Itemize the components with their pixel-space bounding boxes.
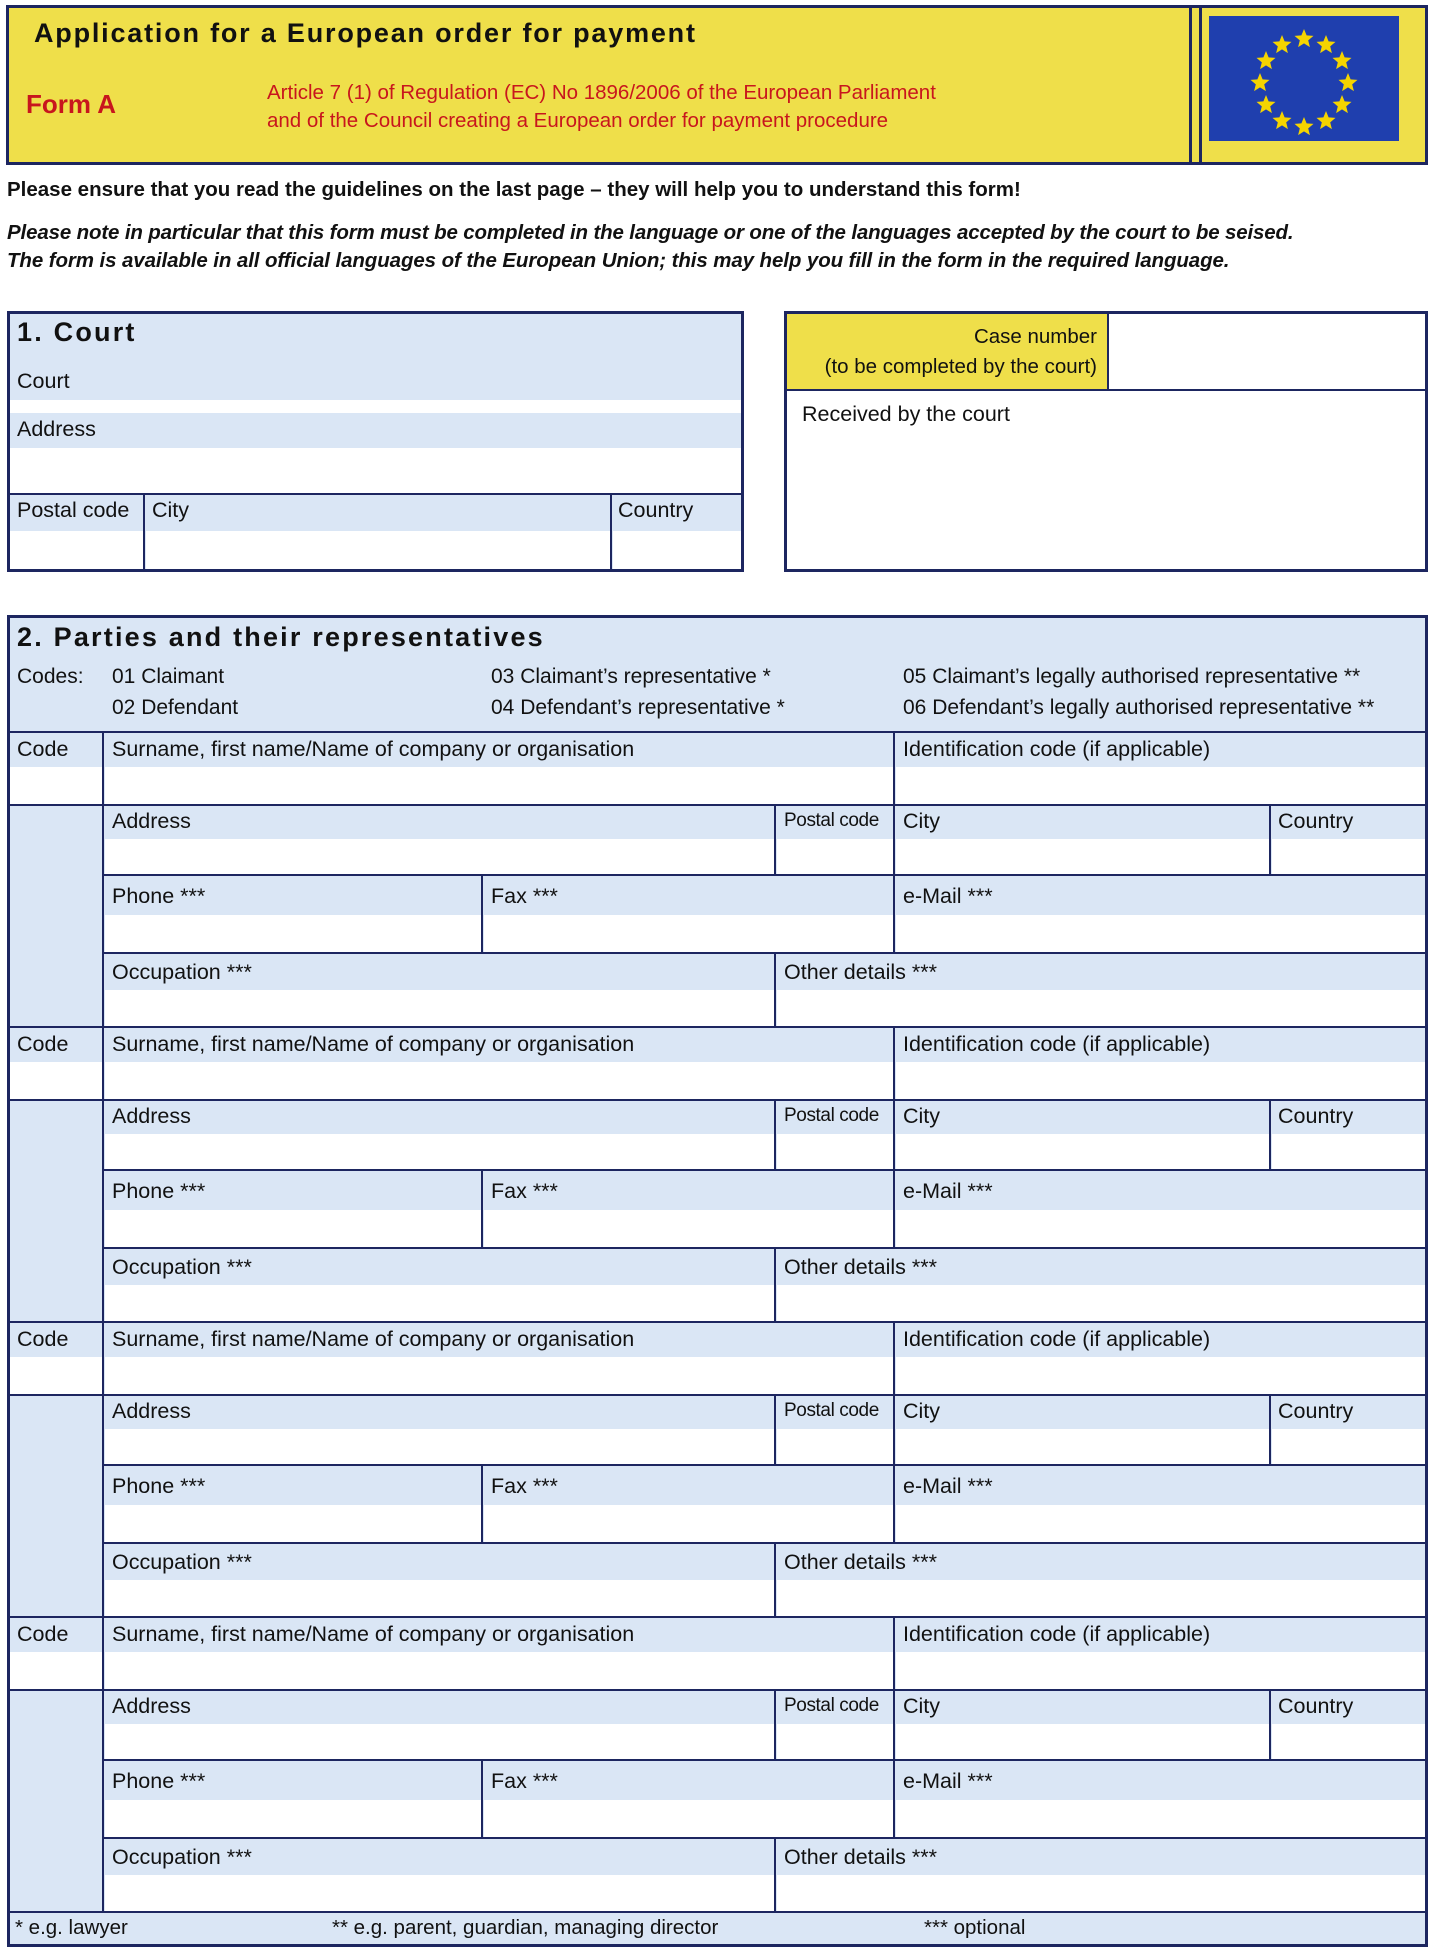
- fax-field[interactable]: [484, 1800, 893, 1837]
- address-label: Address: [112, 809, 191, 833]
- postal-code-field[interactable]: [777, 1134, 893, 1169]
- phone-label: Phone ***: [112, 1474, 206, 1498]
- postal-code-field[interactable]: [777, 839, 893, 874]
- postal-code-label: Postal code: [784, 1105, 879, 1126]
- party-block: [10, 1618, 1425, 1913]
- fax-field[interactable]: [484, 915, 893, 952]
- email-field[interactable]: [896, 1210, 1425, 1247]
- id-code-field[interactable]: [896, 767, 1425, 804]
- country-field[interactable]: [1272, 1429, 1425, 1464]
- postal-code-field[interactable]: [777, 1429, 893, 1464]
- other-details-label: Other details ***: [784, 1255, 937, 1279]
- code-field[interactable]: [10, 1652, 102, 1689]
- code-field[interactable]: [10, 767, 102, 804]
- id-code-label: Identification code (if applicable): [903, 1032, 1211, 1056]
- name-field[interactable]: [105, 1062, 893, 1099]
- country-label: Country: [1278, 1694, 1354, 1718]
- code-05: 05 Claimant’s legally authorised representative **: [903, 665, 1361, 688]
- other-details-label: Other details ***: [784, 1845, 937, 1869]
- case-number-hint: (to be completed by the court): [824, 355, 1097, 378]
- parties-section: [7, 615, 1428, 1947]
- city-label: City: [903, 1694, 941, 1718]
- fax-label: Fax ***: [491, 884, 558, 908]
- country-field[interactable]: [1272, 1724, 1425, 1759]
- other-details-field[interactable]: [777, 1580, 1425, 1616]
- court-section: [7, 311, 744, 572]
- postal-code-label: Postal code: [17, 498, 130, 522]
- other-details-field[interactable]: [777, 1285, 1425, 1321]
- address-label: Address: [112, 1399, 191, 1423]
- occupation-label: Occupation ***: [112, 1845, 252, 1869]
- occupation-field[interactable]: [105, 1875, 774, 1911]
- star-icon: [1295, 29, 1314, 47]
- address-label: Address: [17, 417, 96, 441]
- received-by-court-label: Received by the court: [802, 402, 1010, 426]
- code-06: 06 Defendant’s legally authorised representative **: [903, 696, 1375, 719]
- court-field[interactable]: [10, 400, 741, 413]
- city-label: City: [903, 1104, 941, 1128]
- id-code-label: Identification code (if applicable): [903, 1622, 1211, 1646]
- address-label: Address: [112, 1694, 191, 1718]
- email-field[interactable]: [896, 1505, 1425, 1542]
- code-04: 04 Defendant’s representative *: [491, 696, 785, 719]
- code-03: 03 Claimant’s representative *: [491, 665, 771, 688]
- address-field[interactable]: [105, 839, 774, 874]
- star-icon: [1333, 95, 1352, 113]
- other-details-label: Other details ***: [784, 960, 937, 984]
- fax-label: Fax ***: [491, 1769, 558, 1793]
- court-postal-code-field[interactable]: [10, 531, 143, 569]
- name-field[interactable]: [105, 1652, 893, 1689]
- star-icon: [1273, 111, 1292, 129]
- language-note-line-1: Please note in particular that this form must be completed in the language or one of the languages accepted by the court to be seised.: [7, 221, 1294, 244]
- header-divider: [1189, 8, 1192, 162]
- id-code-field[interactable]: [896, 1652, 1425, 1689]
- article-reference-line-1: Article 7 (1) of Regulation (EC) No 1896/2006 of the European Parliament: [267, 81, 936, 104]
- occupation-label: Occupation ***: [112, 960, 252, 984]
- other-details-field[interactable]: [777, 1875, 1425, 1911]
- address-field[interactable]: [105, 1134, 774, 1169]
- city-field[interactable]: [896, 1429, 1269, 1464]
- party-block: [10, 1028, 1425, 1323]
- star-icon: [1251, 73, 1270, 91]
- court-label: Court: [17, 369, 70, 393]
- case-number-label: Case number: [973, 325, 1097, 348]
- postal-code-label: Postal code: [784, 1695, 879, 1716]
- phone-field[interactable]: [105, 1800, 481, 1837]
- case-number-field[interactable]: [1109, 314, 1425, 389]
- name-label: Surname, first name/Name of company or organisation: [112, 737, 635, 761]
- city-field[interactable]: [896, 1724, 1269, 1759]
- header-divider: [1199, 8, 1202, 162]
- id-code-field[interactable]: [896, 1062, 1425, 1099]
- name-field[interactable]: [105, 767, 893, 804]
- country-field[interactable]: [1272, 839, 1425, 874]
- code-label: Code: [17, 737, 69, 761]
- footnote-lawyer: * e.g. lawyer: [15, 1916, 128, 1939]
- code-label: Code: [17, 1622, 69, 1646]
- occupation-label: Occupation ***: [112, 1550, 252, 1574]
- party-block: [10, 1323, 1425, 1618]
- phone-label: Phone ***: [112, 884, 206, 908]
- code-label: Code: [17, 1327, 69, 1351]
- footnote-legal-rep: ** e.g. parent, guardian, managing director: [332, 1916, 719, 1939]
- case-number-box: [784, 311, 1428, 572]
- name-label: Surname, first name/Name of company or organisation: [112, 1032, 635, 1056]
- star-icon: [1317, 111, 1336, 129]
- code-label: Code: [17, 1032, 69, 1056]
- fax-field[interactable]: [484, 1505, 893, 1542]
- court-country-field[interactable]: [613, 531, 741, 569]
- postal-code-label: Postal code: [784, 810, 879, 831]
- form-label: Form A: [26, 89, 117, 119]
- occupation-field[interactable]: [105, 1580, 774, 1616]
- address-field[interactable]: [105, 1724, 774, 1759]
- id-code-label: Identification code (if applicable): [903, 1327, 1211, 1351]
- guidelines-note: Please ensure that you read the guidelines on the last page – they will help you to understand this form!: [7, 178, 1021, 201]
- city-field[interactable]: [896, 1134, 1269, 1169]
- other-details-label: Other details ***: [784, 1550, 937, 1574]
- fax-field[interactable]: [484, 1210, 893, 1247]
- codes-label: Codes:: [17, 665, 84, 688]
- star-icon: [1317, 35, 1336, 53]
- country-label: Country: [1278, 809, 1354, 833]
- article-reference-line-2: and of the Council creating a European order for payment procedure: [267, 109, 889, 132]
- country-label: Country: [1278, 1399, 1354, 1423]
- address-label: Address: [112, 1104, 191, 1128]
- other-details-field[interactable]: [777, 990, 1425, 1026]
- star-icon: [1273, 35, 1292, 53]
- occupation-field[interactable]: [105, 1285, 774, 1321]
- postal-code-field[interactable]: [777, 1724, 893, 1759]
- email-label: e-Mail ***: [903, 1474, 993, 1498]
- star-icon: [1257, 51, 1276, 69]
- form-title: Application for a European order for payment: [34, 18, 697, 48]
- phone-field[interactable]: [105, 1505, 481, 1542]
- city-label: City: [903, 809, 941, 833]
- star-icon: [1333, 51, 1352, 69]
- id-code-label: Identification code (if applicable): [903, 737, 1211, 761]
- city-field[interactable]: [896, 839, 1269, 874]
- parties-section-heading: 2. Parties and their representatives: [17, 622, 545, 652]
- country-label: Country: [618, 498, 694, 522]
- code-field[interactable]: [10, 1357, 102, 1394]
- received-by-court-field[interactable]: [787, 434, 1425, 568]
- court-section-heading: 1. Court: [17, 317, 137, 347]
- email-field[interactable]: [896, 915, 1425, 952]
- fax-label: Fax ***: [491, 1474, 558, 1498]
- name-label: Surname, first name/Name of company or organisation: [112, 1622, 635, 1646]
- star-icon: [1257, 95, 1276, 113]
- star-icon: [1295, 117, 1314, 135]
- code-02: 02 Defendant: [112, 696, 239, 719]
- name-label: Surname, first name/Name of company or organisation: [112, 1327, 635, 1351]
- phone-label: Phone ***: [112, 1769, 206, 1793]
- eu-flag-icon: [1209, 16, 1399, 141]
- country-field[interactable]: [1272, 1134, 1425, 1169]
- code-field[interactable]: [10, 1062, 102, 1099]
- party-block: [10, 733, 1425, 1028]
- postal-code-label: Postal code: [784, 1400, 879, 1421]
- language-note-line-2: The form is available in all official languages of the European Union; this may help you fill in the form in the required language.: [7, 249, 1230, 272]
- code-01: 01 Claimant: [112, 665, 225, 688]
- country-label: Country: [1278, 1104, 1354, 1128]
- court-address-field[interactable]: [10, 448, 741, 493]
- court-city-field[interactable]: [146, 531, 611, 569]
- email-label: e-Mail ***: [903, 1769, 993, 1793]
- name-field[interactable]: [105, 1357, 893, 1394]
- id-code-field[interactable]: [896, 1357, 1425, 1394]
- city-label: City: [903, 1399, 941, 1423]
- phone-field[interactable]: [105, 1210, 481, 1247]
- city-label: City: [152, 498, 190, 522]
- phone-label: Phone ***: [112, 1179, 206, 1203]
- phone-field[interactable]: [105, 915, 481, 952]
- occupation-label: Occupation ***: [112, 1255, 252, 1279]
- email-label: e-Mail ***: [903, 1179, 993, 1203]
- address-field[interactable]: [105, 1429, 774, 1464]
- email-field[interactable]: [896, 1800, 1425, 1837]
- email-label: e-Mail ***: [903, 884, 993, 908]
- fax-label: Fax ***: [491, 1179, 558, 1203]
- star-icon: [1339, 73, 1358, 91]
- footnote-optional: *** optional: [924, 1916, 1026, 1939]
- occupation-field[interactable]: [105, 990, 774, 1026]
